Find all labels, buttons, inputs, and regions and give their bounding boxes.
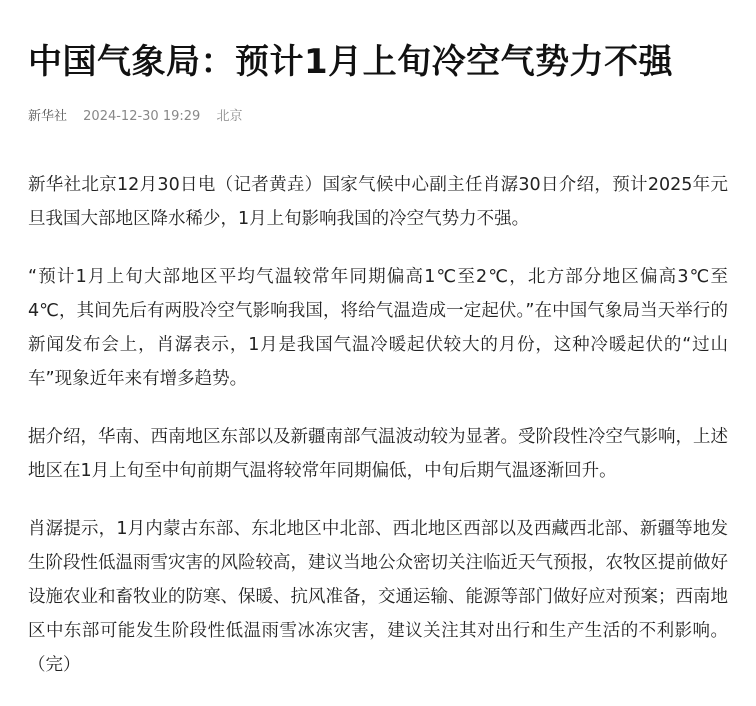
article-meta xyxy=(28,107,254,127)
meta-source[interactable]: 新华社 xyxy=(28,109,68,124)
meta-datetime: 2024-12-30 19:29 xyxy=(83,109,201,124)
meta-location: 北京 xyxy=(216,109,243,124)
paragraph: 新华社北京12月30日电（记者黄垚）国家气候中心副主任肖潺30日介绍，预计2025年元旦我国大部地区降水稀少，1月上旬影响我国的冷空气势力不强。 xyxy=(28,175,728,229)
article-body xyxy=(28,168,728,706)
paragraph: 肖潺提示，1月内蒙古东部、东北地区中北部、西北地区西部以及西藏西北部、新疆等地发生阶段性低温雨雪灾害的风险较高，建议当地公众密切关注临近天气预报，农牧区提前做好设施农业和畜牧业的防寒、保暖、抗风准备，交通运输、能源等部门做好应对预案；西南地区中东部可能发生阶段性低温雨雪冰冻灾害，建议关注其对出行和生产生活的不利影响。（完） xyxy=(28,519,728,675)
article-title: 中国气象局：预计1月上旬冷空气势力不强 xyxy=(28,42,674,82)
paragraph: “预计1月上旬大部地区平均气温较常年同期偏高1℃至2℃，北方部分地区偏高3℃至4℃，其间先后有两股冷空气影响我国，将给气温造成一定起伏。”在中国气象局当天举行的新闻发布会上，肖潺表示，1月是我国气温冷暖起伏较大的月份，这种冷暖起伏的“过山车”现象近年来有增多趋势。 xyxy=(28,267,728,389)
paragraph: 据介绍，华南、西南地区东部以及新疆南部气温波动较为显著。受阶段性冷空气影响，上述地区在1月上旬至中旬前期气温将较常年同期偏低，中旬后期气温逐渐回升。 xyxy=(28,427,728,481)
